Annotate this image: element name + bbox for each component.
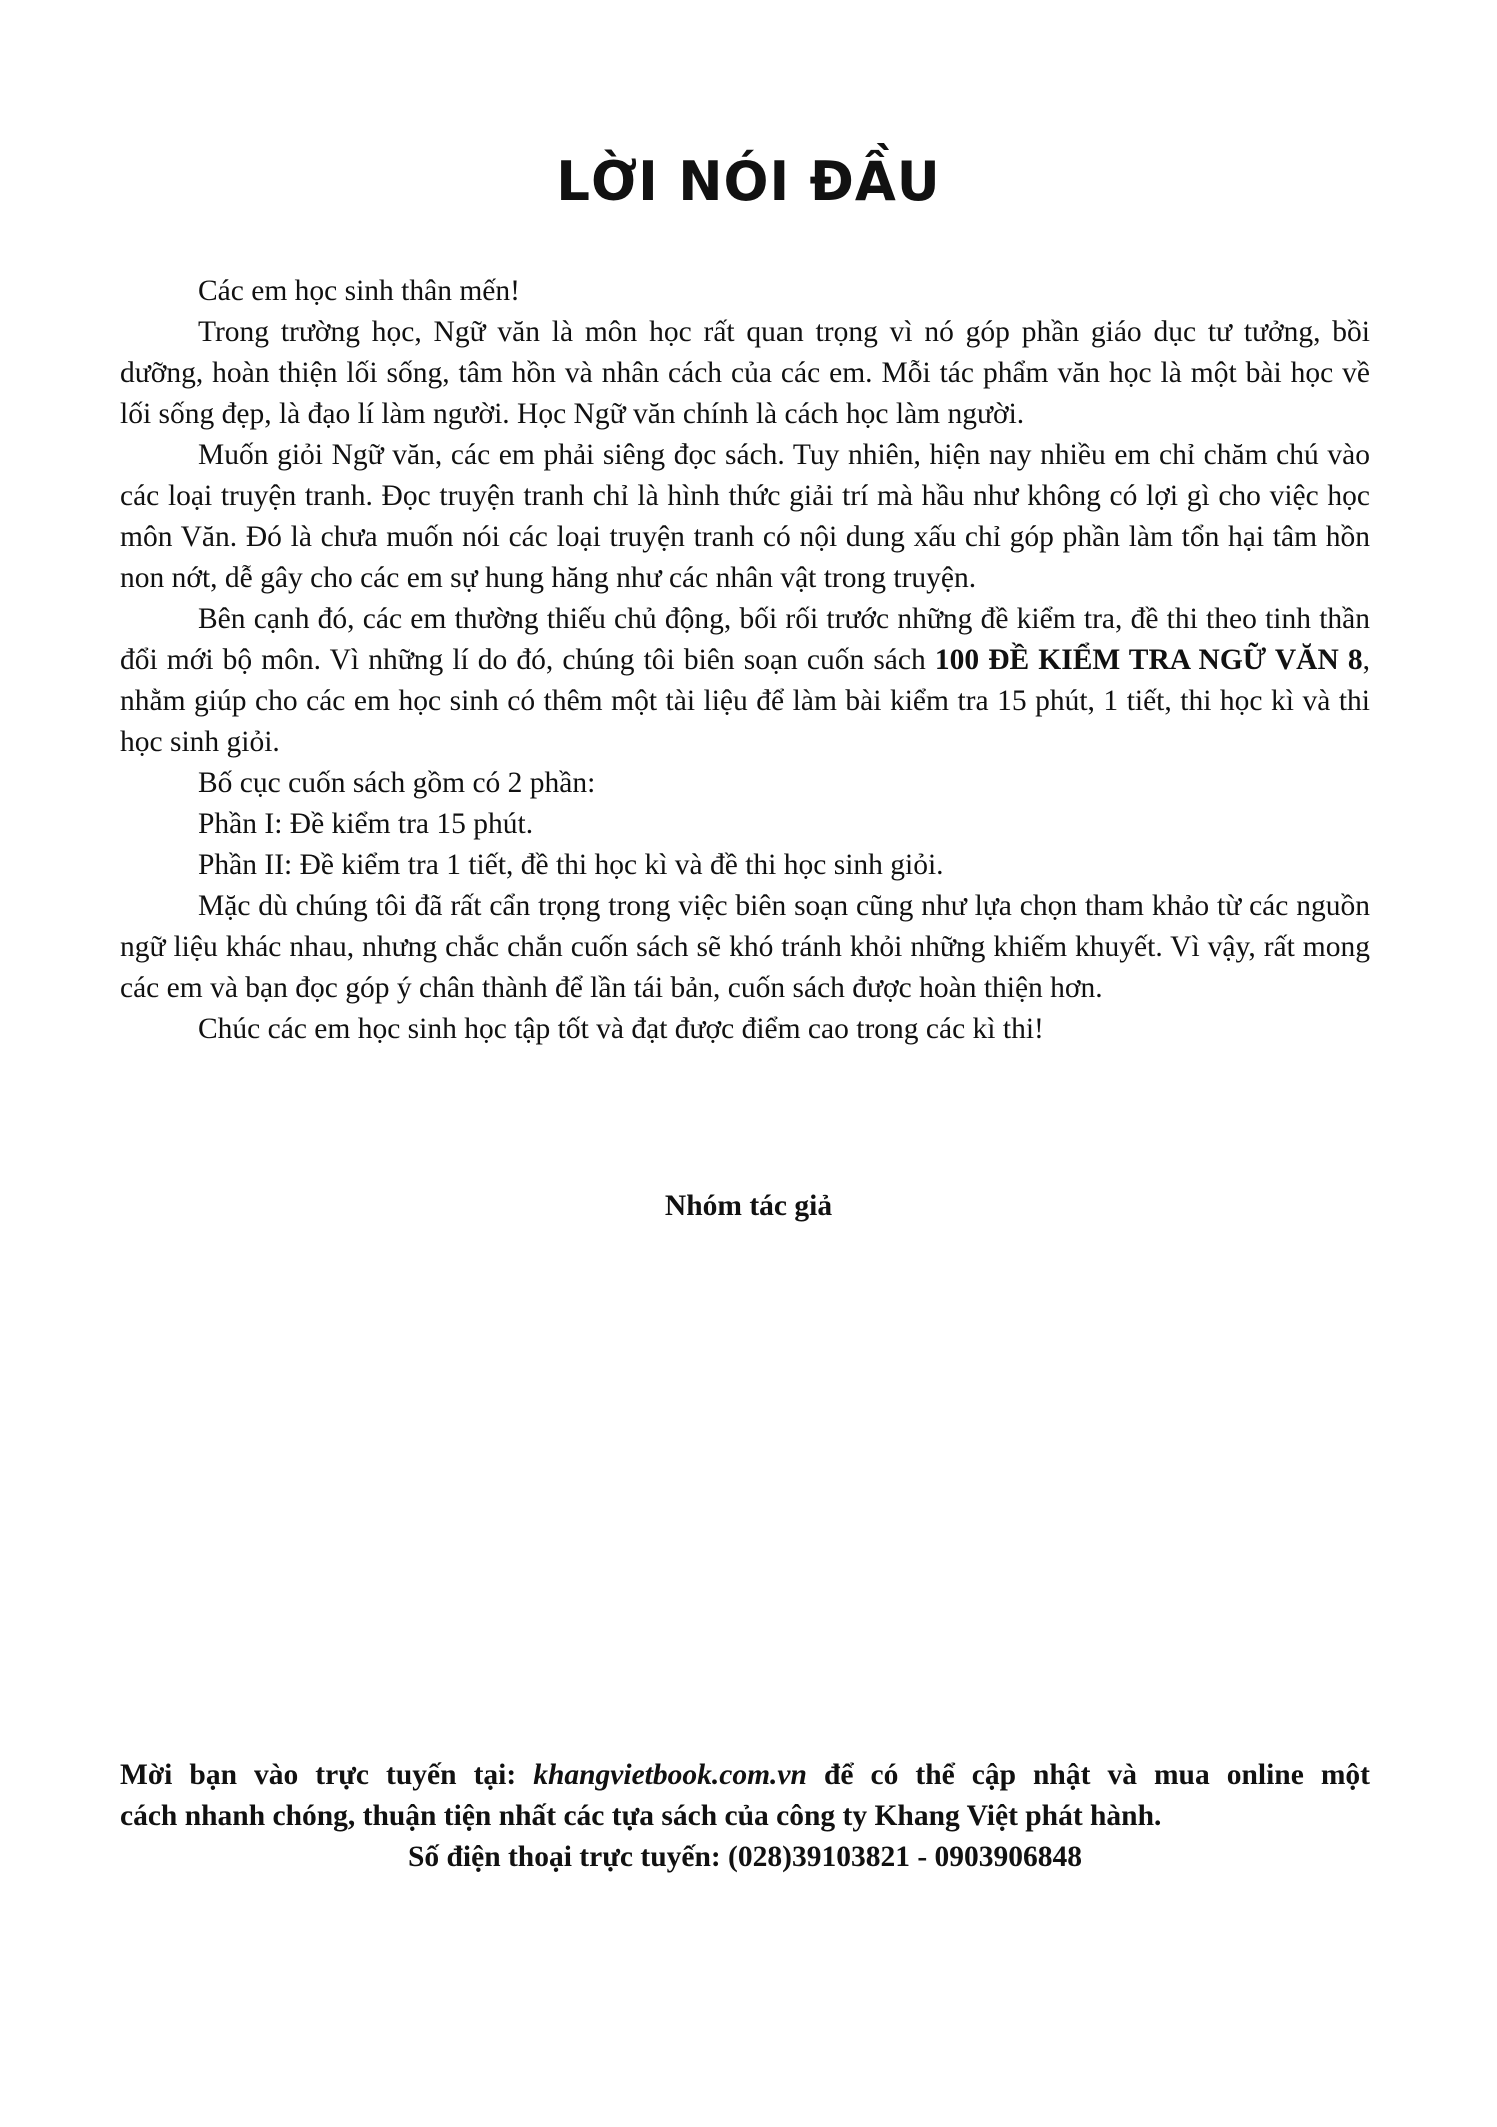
paragraph-2: Muốn giỏi Ngữ văn, các em phải siêng đọc sách. Tuy nhiên, hiện nay nhiều em chỉ chăm chú vào các loại truyện tranh. Đọc truyện tranh chỉ là hình thức giải trí mà hầu như không có lợi gì cho việc học môn Văn. Đó là chưa muốn nói các loại truyện tranh có nội dung xấu chỉ góp phần làm tổn hại tâm hồn non nớt, dễ gây cho các em sự hung hăng như các nhân vật trong truyện. — [120, 439, 1370, 594]
paragraph-4: Bố cục cuốn sách gồm có 2 phần: — [198, 767, 596, 799]
paragraph-3 — [120, 599, 1370, 763]
paragraph-5: Phần I: Đề kiểm tra 15 phút. — [198, 808, 534, 840]
page-title: LỜI NÓI ĐẦU — [556, 150, 941, 213]
paragraph-6: Phần II: Đề kiểm tra 1 tiết, đề thi học kì và đề thi học sinh giỏi. — [198, 849, 944, 881]
book-title: 100 ĐỀ KIỂM TRA NGỮ VĂN 8 — [934, 644, 1363, 676]
website-link[interactable]: khangvietbook.com.vn — [533, 1759, 807, 1791]
footer-notice — [120, 1755, 1370, 1878]
greeting: Các em học sinh thân mến! — [198, 275, 520, 307]
paragraph-3-start: Bên cạnh đó, các em thường thiếu chủ động, bối rối trước những đề kiểm tra, đề thi theo tinh thần đổi mới bộ môn. Vì những lí do đó, chúng tôi biên soạn cuốn sách — [120, 603, 1370, 676]
footer-line-1 — [120, 1755, 1370, 1796]
paragraph-7: Mặc dù chúng tôi đã rất cẩn trọng trong việc biên soạn cũng như lựa chọn tham khảo từ các nguồn ngữ liệu khác nhau, nhưng chắc chắn cuốn sách sẽ khó tránh khỏi những khiếm khuyết. Vì vậy, rất mong các em và bạn đọc góp ý chân thành để lần tái bản, cuốn sách được hoàn thiện hơn. — [120, 890, 1370, 1004]
footer-phone: Số điện thoại trực tuyến: (028)39103821 - 0903906848 — [407, 1841, 1083, 1873]
paragraph-1: Trong trường học, Ngữ văn là môn học rất quan trọng vì nó góp phần giáo dục tư tưởng, bồi dưỡng, hoàn thiện lối sống, tâm hồn và nhân cách của các em. Mỗi tác phẩm văn học là một bài học về lối sống đẹp, là đạo lí làm người. Học Ngữ văn chính là cách học làm người. — [120, 316, 1370, 430]
paragraph-8: Chúc các em học sinh học tập tốt và đạt được điểm cao trong các kì thi! — [198, 1013, 1044, 1045]
foreword-body — [120, 271, 1370, 1050]
paragraph-3-end: , nhằm giúp cho các em học sinh có thêm một tài liệu để làm bài kiểm tra 15 phút, 1 tiết, thi học kì và thi học sinh giỏi. — [120, 644, 1370, 758]
footer-prefix: Mời bạn vào trực tuyến tại: — [120, 1759, 534, 1791]
footer-suffix: để có thể cập nhật và mua online một — [806, 1759, 1370, 1791]
author-signature: Nhóm tác giả — [664, 1190, 833, 1222]
footer-line-2: cách nhanh chóng, thuận tiện nhất các tựa sách của công ty Khang Việt phát hành. — [120, 1800, 1162, 1832]
